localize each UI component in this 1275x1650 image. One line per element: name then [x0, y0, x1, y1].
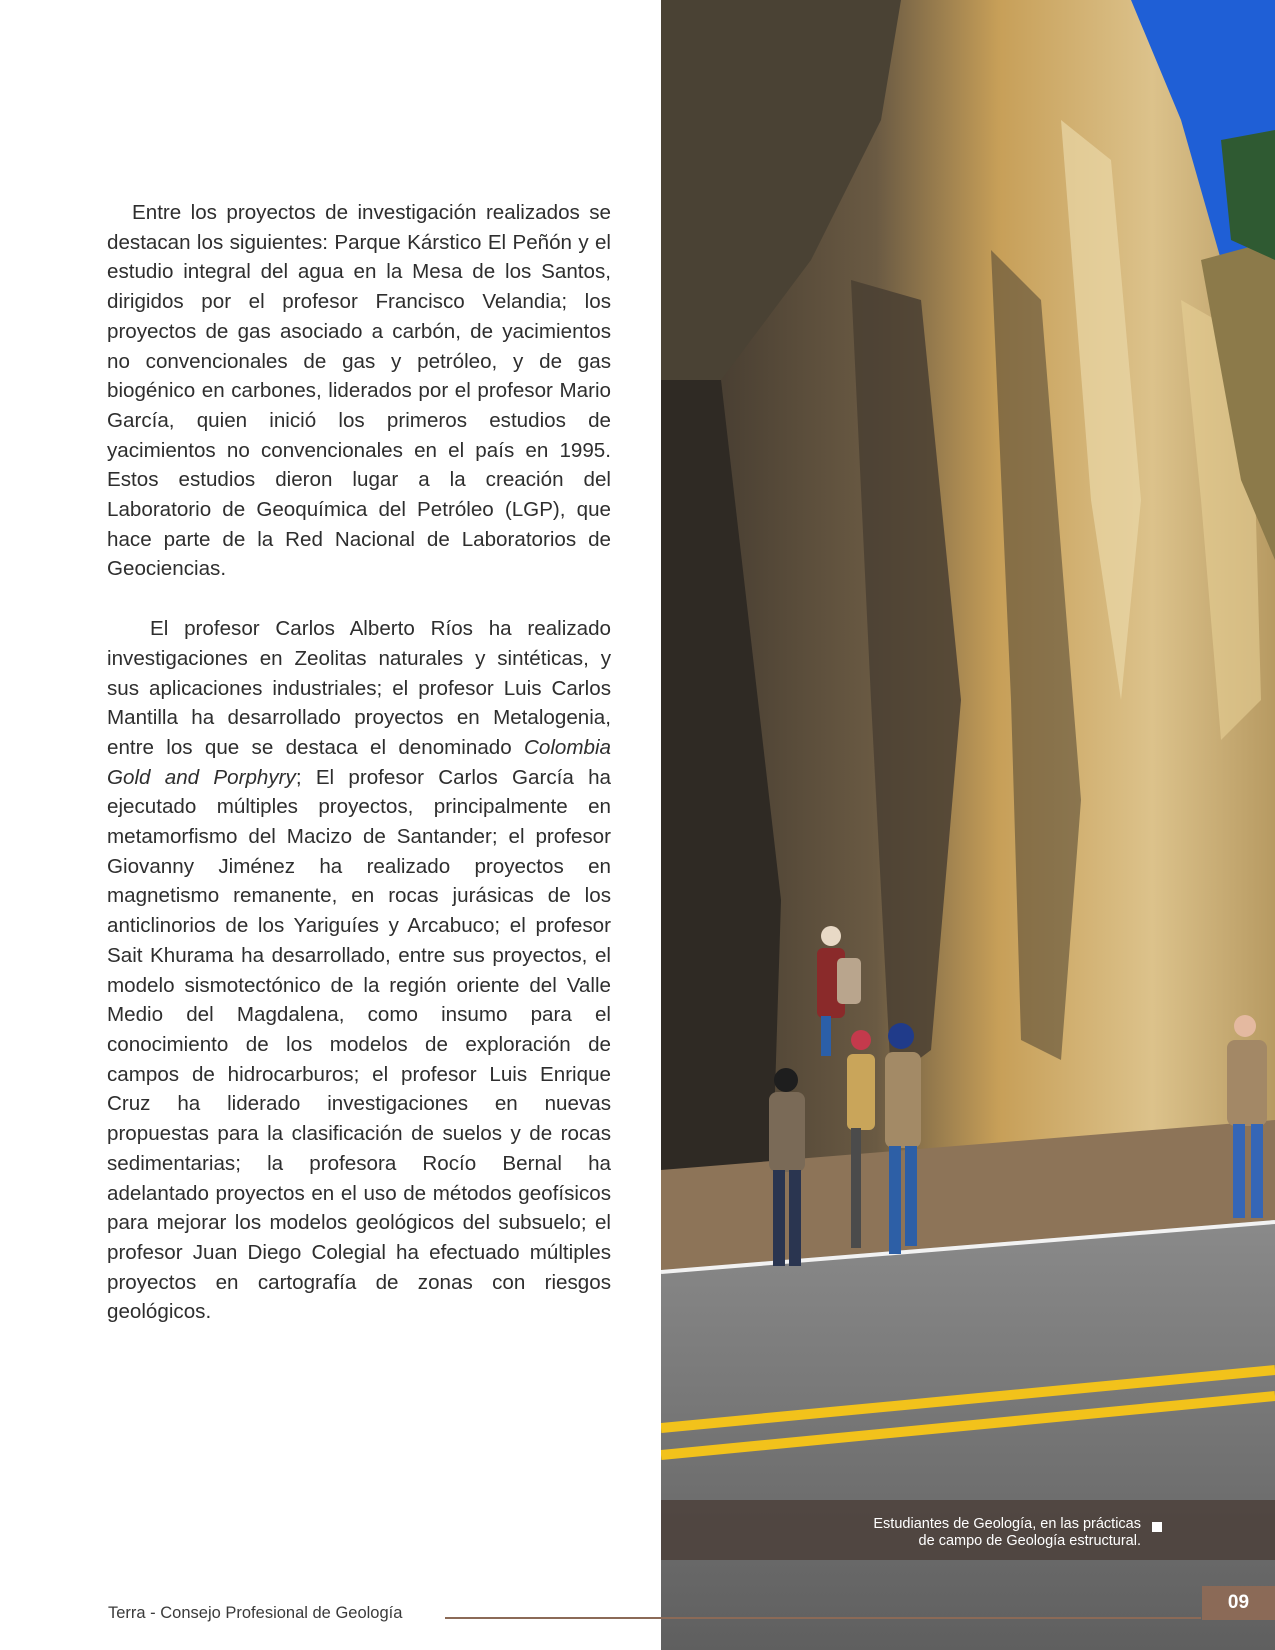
caption-square-icon	[1152, 1522, 1162, 1532]
field-photo-illustration	[661, 0, 1275, 1650]
body-text	[107, 198, 611, 1327]
paragraph-2-text-b: ; El profesor Carlos García ha ejecutado múltiples proyectos, principalmente en metamorfismo del Macizo de Santander; el profesor Giovanny Jiménez ha realizado proyectos en magnetismo remanente, en rocas jurásicas de los anticlinorios de los Yariguíes y Arcabuco; el profesor Sait Khurama ha desarrollado, entre sus proyectos, el modelo sismotectónico de la región oriente del Valle Medio del Magdalena, como insumo para el conocimiento de los modelos de exploración de campos de hidrocarburos; el profesor Luis Enrique Cruz ha liderado investigaciones en nuevas propuestas para la clasificación de suelos y de rocas sedimentarias; la profesora Rocío Bernal ha adelantado proyectos en el uso de métodos geofísicos para mejorar los modelos geológicos del subsuelo; el profesor Juan Diego Colegial ha efectuado múltiples proyectos en cartografía de zonas con riesgos geológicos.	[107, 765, 612, 1324]
footer-publication: Terra - Consejo Profesional de Geología	[108, 1604, 403, 1622]
footer-divider	[445, 1617, 1201, 1619]
caption-line-2: de campo de Geología estructural.	[918, 1533, 1141, 1549]
paragraph-2	[107, 614, 611, 1327]
caption-line-1: Estudiantes de Geología, en las prácticas	[873, 1516, 1141, 1532]
paragraph-2-text-a: El profesor Carlos Alberto Ríos ha realizado investigaciones en Zeolitas naturales y sintéticas, y sus aplicaciones industriales; el profesor Luis Carlos Mantilla ha desarrollado proyectos en Metalogenia, entre los que se destaca el denominado	[107, 617, 611, 759]
field-photo	[661, 0, 1275, 1650]
paragraph-2-italic: Colombia Gold and Porphyry	[107, 735, 611, 789]
caption-text	[721, 1516, 1141, 1550]
page-number: 09	[1202, 1586, 1275, 1620]
paragraph-1: Entre los proyectos de investigación realizados se destacan los siguientes: Parque Kárstico El Peñón y el estudio integral del agua en la Mesa de los Santos, dirigidos por el profesor Francisco Velandia; los proyectos de gas asociado a carbón, de yacimientos no convencionales de gas y petróleo, y de gas biogénico en carbones, liderados por el profesor Mario García, quien inició los primeros estudios de yacimientos no convencionales en el país en 1995. Estos estudios dieron lugar a la creación del Laboratorio de Geoquímica del Petróleo (LGP), que hace parte de la Red Nacional de Laboratorios de Geociencias.	[107, 201, 611, 581]
photo-caption	[661, 1500, 1275, 1560]
